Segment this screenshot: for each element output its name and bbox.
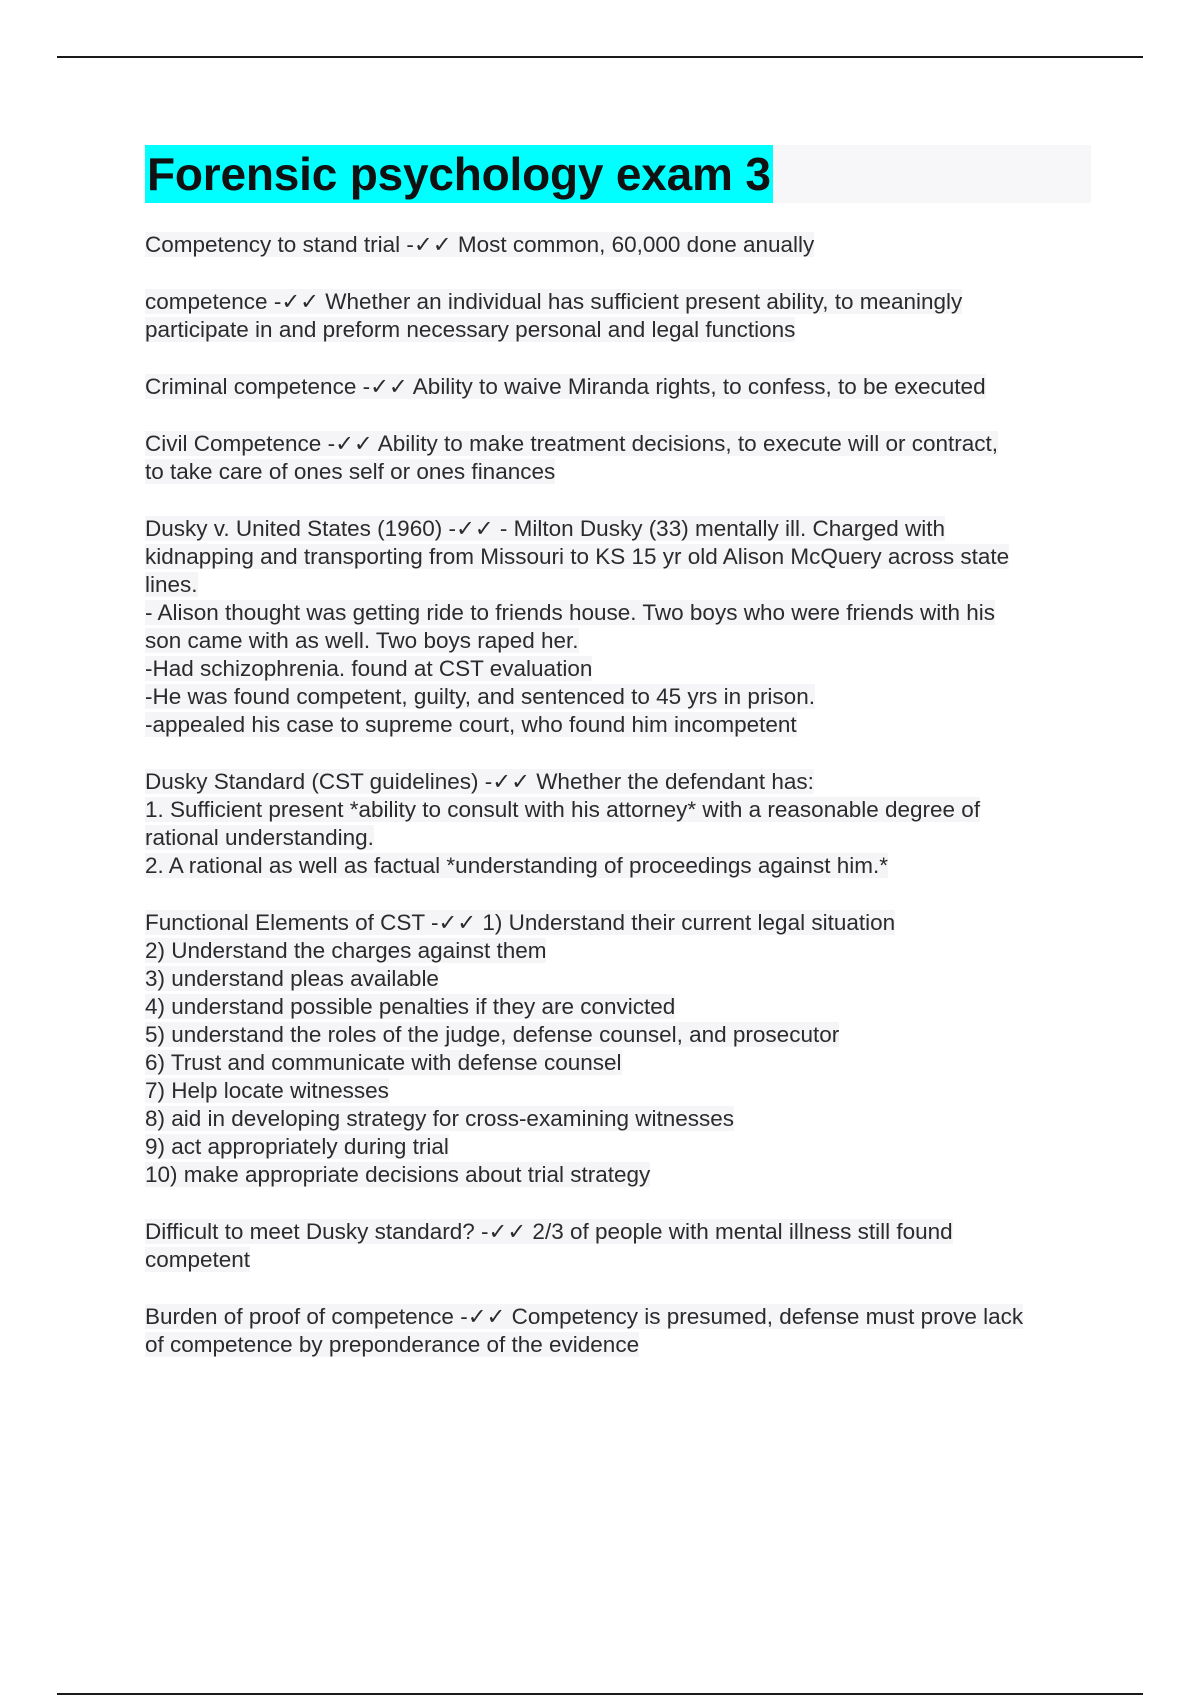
qa-entry xyxy=(145,1218,1091,1274)
entry-line xyxy=(145,515,1091,543)
entry-line xyxy=(145,909,1091,937)
entry-line xyxy=(145,965,1091,993)
entry-line xyxy=(145,1218,1091,1246)
entry-text: participate in and preform necessary personal and legal functions xyxy=(145,317,796,342)
qa-entry xyxy=(145,515,1091,739)
qa-entry xyxy=(145,373,1091,401)
entry-text: to take care of ones self or ones finances xyxy=(145,459,556,484)
qa-entry xyxy=(145,909,1091,1189)
entry-text: competence -✓✓ Whether an individual has sufficient present ability, to meaningly xyxy=(145,289,963,314)
entry-line xyxy=(145,543,1091,571)
entry-line xyxy=(145,458,1091,486)
entry-text: Dusky v. United States (1960) -✓✓ - Milton Dusky (33) mentally ill. Charged with xyxy=(145,516,946,541)
entry-text: Civil Competence -✓✓ Ability to make treatment decisions, to execute will or contract, xyxy=(145,431,999,456)
entry-text: 10) make appropriate decisions about trial strategy xyxy=(145,1162,651,1187)
entry-line xyxy=(145,1133,1091,1161)
entry-line xyxy=(145,1331,1091,1359)
entry-line xyxy=(145,1161,1091,1189)
entry-text: lines. xyxy=(145,572,198,597)
entry-line xyxy=(145,683,1091,711)
entry-line xyxy=(145,824,1091,852)
entry-line xyxy=(145,1246,1091,1274)
entry-line xyxy=(145,316,1091,344)
entry-text: Functional Elements of CST -✓✓ 1) Understand their current legal situation xyxy=(145,910,896,935)
entry-line xyxy=(145,655,1091,683)
entry-text: Burden of proof of competence -✓✓ Competency is presumed, defense must prove lack xyxy=(145,1304,1024,1329)
entry-line xyxy=(145,796,1091,824)
qa-entry xyxy=(145,1303,1091,1359)
entry-text: -He was found competent, guilty, and sentenced to 45 yrs in prison. xyxy=(145,684,815,709)
entry-line xyxy=(145,430,1091,458)
qa-entry xyxy=(145,288,1091,344)
entry-text: 2. A rational as well as factual *understanding of proceedings against him.* xyxy=(145,853,888,878)
entry-text: rational understanding. xyxy=(145,825,374,850)
entry-text: -appealed his case to supreme court, who found him incompetent xyxy=(145,712,797,737)
entry-text: 4) understand possible penalties if they are convicted xyxy=(145,994,676,1019)
bottom-rule xyxy=(57,1693,1143,1695)
entry-line xyxy=(145,599,1091,627)
entry-text: kidnapping and transporting from Missouri to KS 15 yr old Alison McQuery across state xyxy=(145,544,1010,569)
entry-line xyxy=(145,571,1091,599)
entry-line xyxy=(145,937,1091,965)
entry-line xyxy=(145,768,1091,796)
entry-text: Dusky Standard (CST guidelines) -✓✓ Whether the defendant has: xyxy=(145,769,814,794)
qa-entry xyxy=(145,430,1091,486)
entry-line xyxy=(145,1049,1091,1077)
top-rule xyxy=(57,56,1143,58)
entry-text: of competence by preponderance of the evidence xyxy=(145,1332,640,1357)
entry-text: 3) understand pleas available xyxy=(145,966,439,991)
entry-text: Competency to stand trial -✓✓ Most common, 60,000 done anually xyxy=(145,232,815,257)
entry-text: -Had schizophrenia. found at CST evaluation xyxy=(145,656,593,681)
entry-text: 1. Sufficient present *ability to consult with his attorney* with a reasonable degree of xyxy=(145,797,981,822)
entry-line xyxy=(145,231,1091,259)
entry-text: 8) aid in developing strategy for cross-examining witnesses xyxy=(145,1106,735,1131)
document-body xyxy=(145,145,1091,1388)
entry-line xyxy=(145,852,1091,880)
entry-line xyxy=(145,1303,1091,1331)
qa-entry xyxy=(145,231,1091,259)
entry-line xyxy=(145,627,1091,655)
entry-line xyxy=(145,711,1091,739)
qa-entry xyxy=(145,768,1091,880)
entry-text: - Alison thought was getting ride to friends house. Two boys who were friends with his xyxy=(145,600,996,625)
entry-line xyxy=(145,373,1091,401)
entry-line xyxy=(145,288,1091,316)
entry-line xyxy=(145,1077,1091,1105)
document-title: Forensic psychology exam 3 xyxy=(145,145,773,203)
entry-line xyxy=(145,1105,1091,1133)
entry-text: 6) Trust and communicate with defense counsel xyxy=(145,1050,622,1075)
entry-text: 7) Help locate witnesses xyxy=(145,1078,389,1103)
entry-text: competent xyxy=(145,1247,251,1272)
entry-text: 5) understand the roles of the judge, defense counsel, and prosecutor xyxy=(145,1022,840,1047)
title-band xyxy=(145,145,1091,203)
entry-text: 9) act appropriately during trial xyxy=(145,1134,449,1159)
entry-line xyxy=(145,993,1091,1021)
entry-text: Difficult to meet Dusky standard? -✓✓ 2/3 of people with mental illness still found xyxy=(145,1219,953,1244)
entry-list xyxy=(145,231,1091,1359)
entry-text: Criminal competence -✓✓ Ability to waive Miranda rights, to confess, to be executed xyxy=(145,374,986,399)
entry-text: 2) Understand the charges against them xyxy=(145,938,547,963)
entry-text: son came with as well. Two boys raped her. xyxy=(145,628,579,653)
entry-line xyxy=(145,1021,1091,1049)
